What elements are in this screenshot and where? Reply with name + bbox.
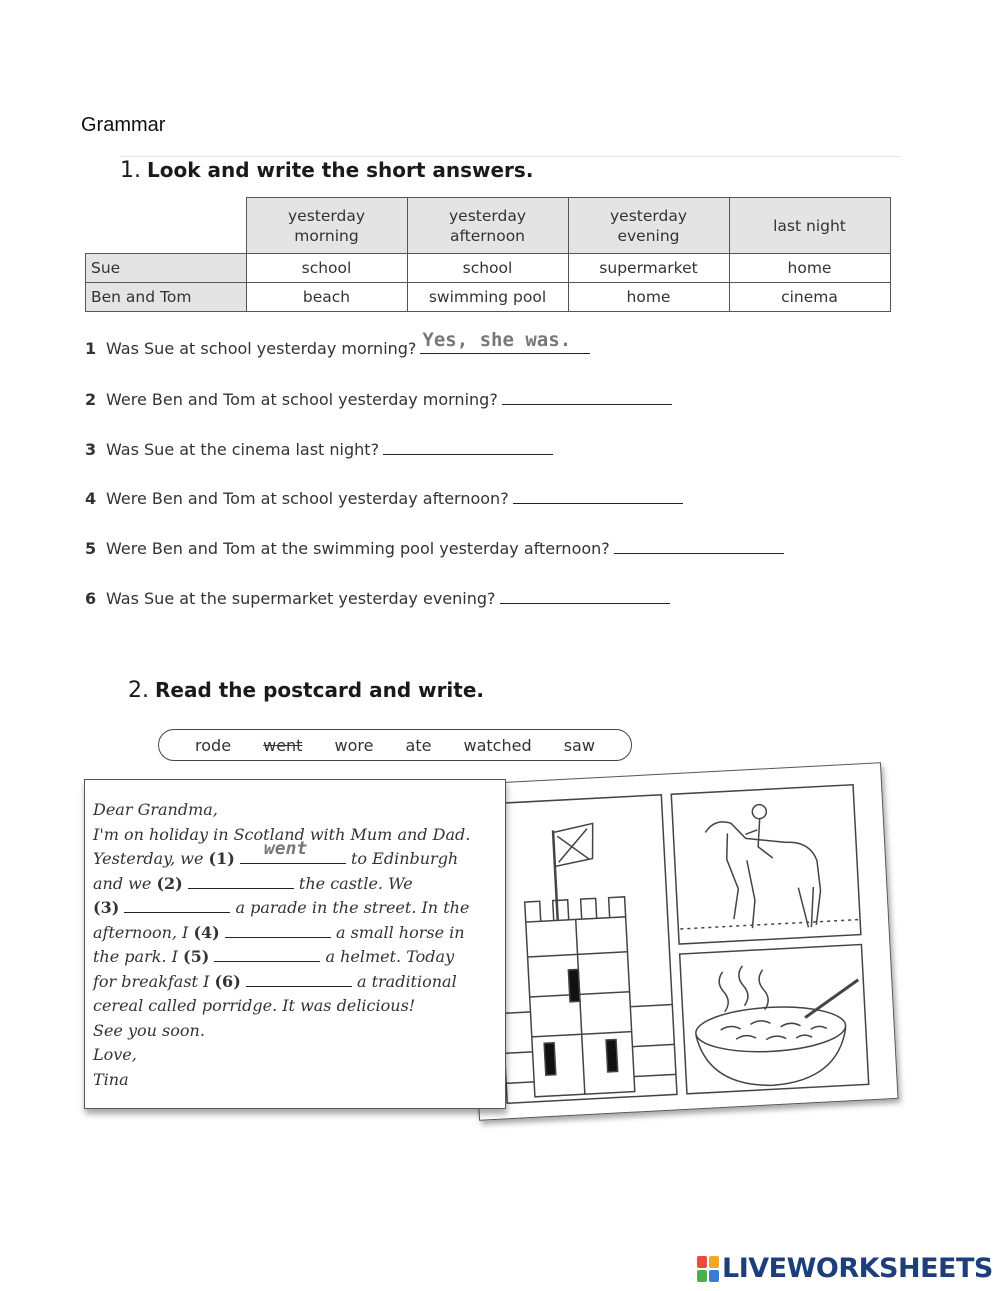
question-text: Were Ben and Tom at school yesterday morning?	[106, 390, 498, 409]
word-bank-item: rode	[195, 735, 232, 755]
column-header: yesterday afternoon	[407, 198, 568, 254]
letter-line	[93, 872, 498, 897]
gap-field[interactable]	[124, 898, 230, 913]
letter-text-span: and we	[93, 873, 152, 893]
horse-rider-icon	[674, 800, 858, 934]
question-3	[85, 440, 553, 459]
word-bank-item-used: went	[263, 735, 303, 755]
gap-number: (6)	[214, 971, 241, 991]
exercise-instruction: Look and write the short answers.	[147, 158, 534, 182]
question-1	[85, 329, 590, 358]
letter-line: I'm on holiday in Scotland with Mum and Dad.	[93, 824, 471, 844]
column-header: yesterday evening	[568, 198, 729, 254]
gap-field[interactable]	[188, 874, 294, 889]
word-bank-item: wore	[334, 735, 374, 755]
row-header: Sue	[86, 254, 247, 283]
answer-field[interactable]	[500, 589, 670, 604]
gap-number: (3)	[93, 898, 120, 917]
castle-panel	[492, 795, 677, 1103]
table-cell: school	[407, 254, 568, 283]
page-title: Grammar	[81, 114, 166, 136]
letter-line: See you soon.	[93, 1020, 205, 1040]
table-cell: swimming pool	[407, 283, 568, 312]
word-bank	[158, 729, 632, 761]
answer-value: Yes, she was.	[422, 329, 572, 351]
gap-number: (2)	[156, 873, 183, 893]
table-cell: supermarket	[568, 254, 729, 283]
question-6	[85, 589, 670, 608]
word-bank-item: watched	[463, 735, 532, 755]
column-header: yesterday morning	[246, 198, 407, 254]
question-number: 3	[85, 440, 97, 459]
divider	[120, 156, 900, 157]
table-row	[86, 254, 891, 283]
gap-number: (1)	[208, 849, 235, 868]
exercise-2-title	[128, 678, 484, 703]
question-text: Were Ben and Tom at the swimming pool yesterday afternoon?	[106, 539, 610, 558]
postcard-pictures	[461, 762, 898, 1121]
table-cell: home	[568, 283, 729, 312]
letter-text-span: a parade in the street. In the	[235, 898, 470, 917]
logo-mark-icon	[697, 1256, 719, 1282]
table-cell: home	[729, 254, 890, 283]
table-cell: cinema	[729, 283, 890, 312]
gap-field[interactable]	[225, 923, 331, 938]
question-number: 1	[85, 339, 97, 358]
letter-text-span: a helmet. Today	[325, 947, 455, 966]
letter-text-span: a traditional	[356, 971, 457, 991]
letter-text-span: for breakfast I	[93, 971, 210, 991]
castle-icon	[493, 820, 677, 1099]
exercise-1-title	[120, 158, 533, 183]
question-number: 6	[85, 589, 97, 608]
letter-signature: Tina	[93, 1069, 129, 1089]
exercise-number: 2.	[128, 678, 149, 703]
question-number: 5	[85, 539, 97, 558]
liveworksheets-logo	[697, 1253, 993, 1284]
letter-line: cereal called porridge. It was delicious!	[93, 996, 416, 1015]
letter-text-span: to Edinburgh	[351, 849, 459, 868]
table-row	[86, 283, 891, 312]
letter-line: Love,	[93, 1045, 137, 1064]
letter-line	[93, 970, 498, 995]
gap-field[interactable]	[240, 837, 346, 864]
postcard-letter	[84, 779, 506, 1109]
letter-text-span: the park. I	[93, 947, 178, 966]
letter-line	[93, 896, 498, 921]
letter-line	[93, 945, 498, 970]
gap-field[interactable]	[246, 972, 352, 987]
exercise-instruction: Read the postcard and write.	[155, 678, 485, 702]
logo-text: LIVEWORKSHEETS	[722, 1253, 993, 1284]
letter-text-span: the castle. We	[298, 873, 413, 893]
letter-line	[93, 921, 498, 946]
word-bank-item: ate	[405, 735, 432, 755]
logo-square	[709, 1256, 719, 1268]
letter-text-span: afternoon, I	[93, 922, 189, 942]
column-header: last night	[729, 198, 890, 254]
answer-field[interactable]	[502, 390, 672, 405]
schedule-table	[85, 197, 891, 312]
word-bank-item: saw	[563, 735, 595, 755]
logo-square	[697, 1256, 707, 1268]
letter-text-span: Yesterday, we	[93, 849, 204, 868]
table-cell: beach	[246, 283, 407, 312]
letter-line	[93, 837, 498, 872]
gap-field[interactable]	[214, 947, 320, 962]
answer-field[interactable]	[513, 489, 683, 504]
postcard-illustrations	[463, 763, 898, 1119]
question-text: Was Sue at the supermarket yesterday evening?	[106, 589, 496, 608]
question-text: Were Ben and Tom at school yesterday afternoon?	[106, 489, 509, 508]
question-text: Was Sue at school yesterday morning?	[106, 339, 417, 358]
question-text: Was Sue at the cinema last night?	[106, 440, 380, 459]
question-number: 4	[85, 489, 97, 508]
question-4	[85, 489, 683, 508]
question-number: 2	[85, 390, 97, 409]
gap-answer: went	[263, 837, 308, 859]
letter-text	[93, 798, 498, 1092]
gap-number: (4)	[193, 922, 220, 942]
logo-square	[709, 1270, 719, 1282]
answer-field[interactable]	[614, 539, 784, 554]
table-cell: school	[246, 254, 407, 283]
letter-greeting: Dear Grandma,	[93, 800, 218, 819]
answer-field[interactable]	[383, 440, 553, 455]
question-5	[85, 539, 784, 558]
exercise-number: 1.	[120, 158, 141, 183]
table-corner	[86, 198, 247, 254]
gap-number: (5)	[183, 947, 210, 966]
letter-text-span: a small horse in	[335, 922, 465, 942]
row-header: Ben and Tom	[86, 283, 247, 312]
porridge-bowl-icon	[692, 960, 863, 1089]
question-2	[85, 390, 672, 409]
logo-square	[697, 1270, 707, 1282]
answer-field[interactable]	[420, 329, 590, 354]
porridge-panel	[680, 945, 869, 1094]
